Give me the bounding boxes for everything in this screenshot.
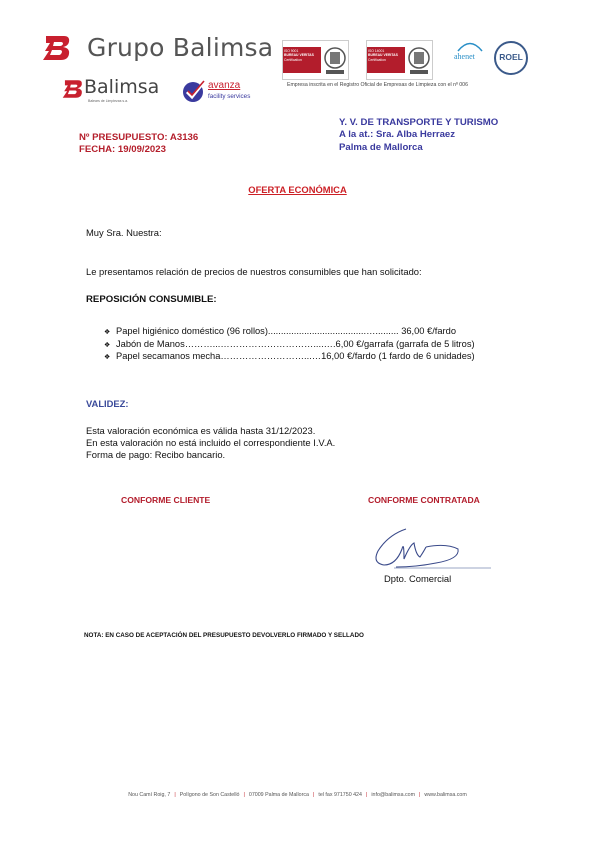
bureau-veritas-seal-icon xyxy=(407,44,431,76)
client-city: Palma de Mallorca xyxy=(339,142,423,153)
grupo-balimsa-logo-icon xyxy=(42,33,72,63)
list-item xyxy=(104,326,475,339)
quote-date: FECHA: 19/09/2023 xyxy=(79,144,166,155)
roel-badge xyxy=(494,41,528,75)
offer-title: OFERTA ECONÓMICA xyxy=(248,184,347,195)
footer-separator: | xyxy=(243,792,245,798)
department: Dpto. Comercial xyxy=(384,573,452,584)
footer-separator: | xyxy=(174,792,176,798)
footer-web[interactable]: www.balimsa.com xyxy=(424,792,467,798)
list-item xyxy=(104,339,475,352)
diamond-bullet-icon: ❖ xyxy=(104,354,111,361)
validez-lines xyxy=(86,425,335,461)
footer-address: Nou Camí Roig, 7 xyxy=(128,792,171,798)
validez-line: En esta valoración no está incluido el correspondiente I.V.A. xyxy=(86,437,336,448)
item-text: Papel higiénico doméstico (96 rollos)......................................…......... 36,00 €/fardo xyxy=(116,326,456,336)
items-list xyxy=(104,326,475,364)
footer-email[interactable]: info@balimsa.com xyxy=(371,792,415,798)
footer-separator: | xyxy=(419,792,421,798)
item-text: Papel secamanos mecha………………………...…16,00 €/fardo (1 fardo de 6 unidades) xyxy=(116,351,475,361)
avanza-logo-icon xyxy=(182,79,208,103)
cert-iso9001-badge xyxy=(282,40,349,80)
cert2-label1: BUREAU VERITAS xyxy=(368,53,398,58)
partner-tagline: facility services xyxy=(208,93,251,100)
cert1-label1: BUREAU VERITAS xyxy=(284,53,314,58)
brand-main: Grupo Balimsa xyxy=(87,33,274,62)
roel-text: ROEL xyxy=(499,52,523,62)
greeting: Muy Sra. Nuestra: xyxy=(86,227,162,238)
footer-polygon: Polígono de Son Castelló xyxy=(179,792,240,798)
footer-postal: 07009 Palma de Mallorca xyxy=(248,792,309,798)
intro-text: Le presentamos relación de precios de nuestros consumibles que han solicitado: xyxy=(86,266,422,277)
footer-phone: tel fax 971750 424 xyxy=(318,792,362,798)
brand-sub: Balimsa xyxy=(84,76,160,98)
footer-separator: | xyxy=(365,792,368,798)
cert1-code: ISO 9001 xyxy=(284,49,299,53)
diamond-bullet-icon: ❖ xyxy=(104,329,111,336)
client-attention: A la at.: Sra. Alba Herraez xyxy=(339,129,456,140)
ahenet-logo xyxy=(453,40,487,78)
cert1-label2: Certification xyxy=(284,57,302,62)
balimsa-logo-icon xyxy=(62,78,84,100)
cert-iso14001-badge xyxy=(366,40,433,80)
registro-note: Empresa inscrita en el Registro Oficial de Empresas de Limpieza con el nº 006 xyxy=(287,82,468,88)
list-item xyxy=(104,351,475,364)
contracted-signature-label: CONFORME CONTRATADA xyxy=(368,495,480,505)
brand-sub-tagline: Balears de Limpiezas s.a. xyxy=(88,99,129,103)
section-title: REPOSICIÓN CONSUMIBLE: xyxy=(86,294,217,305)
cert2-code: ISO 14001 xyxy=(368,49,385,53)
client-signature-label: CONFORME CLIENTE xyxy=(121,495,211,505)
diamond-bullet-icon: ❖ xyxy=(104,341,111,349)
cert2-label2: Certification xyxy=(368,57,386,62)
validez-line: Esta valoración económica es válida hasta 31/12/2023. xyxy=(86,425,316,436)
validez-line: Forma de pago: Recibo bancario. xyxy=(86,449,226,460)
footer-separator: | xyxy=(312,792,315,798)
footnote: NOTA: EN CASO DE ACEPTACIÓN DEL PRESUPUESTO DEVOLVERLO FIRMADO Y SELLADO xyxy=(84,632,364,639)
quote-number: Nº PRESUPUESTO: A3136 xyxy=(79,132,199,143)
handwritten-signature xyxy=(366,525,496,571)
partner-name: avanza xyxy=(208,80,241,91)
footer xyxy=(0,792,595,798)
item-text: Jabón de Manos………...…………………………....….6,00 €/garrafa (garrafa de 5 litros) xyxy=(116,338,475,349)
bureau-veritas-seal-icon xyxy=(323,44,347,76)
validez-title: VALIDEZ: xyxy=(86,398,129,409)
ahenet-arc-icon xyxy=(456,40,484,52)
ahenet-text: ahenet xyxy=(454,52,475,61)
client-company: Y. V. DE TRANSPORTE Y TURISMO xyxy=(339,117,499,128)
